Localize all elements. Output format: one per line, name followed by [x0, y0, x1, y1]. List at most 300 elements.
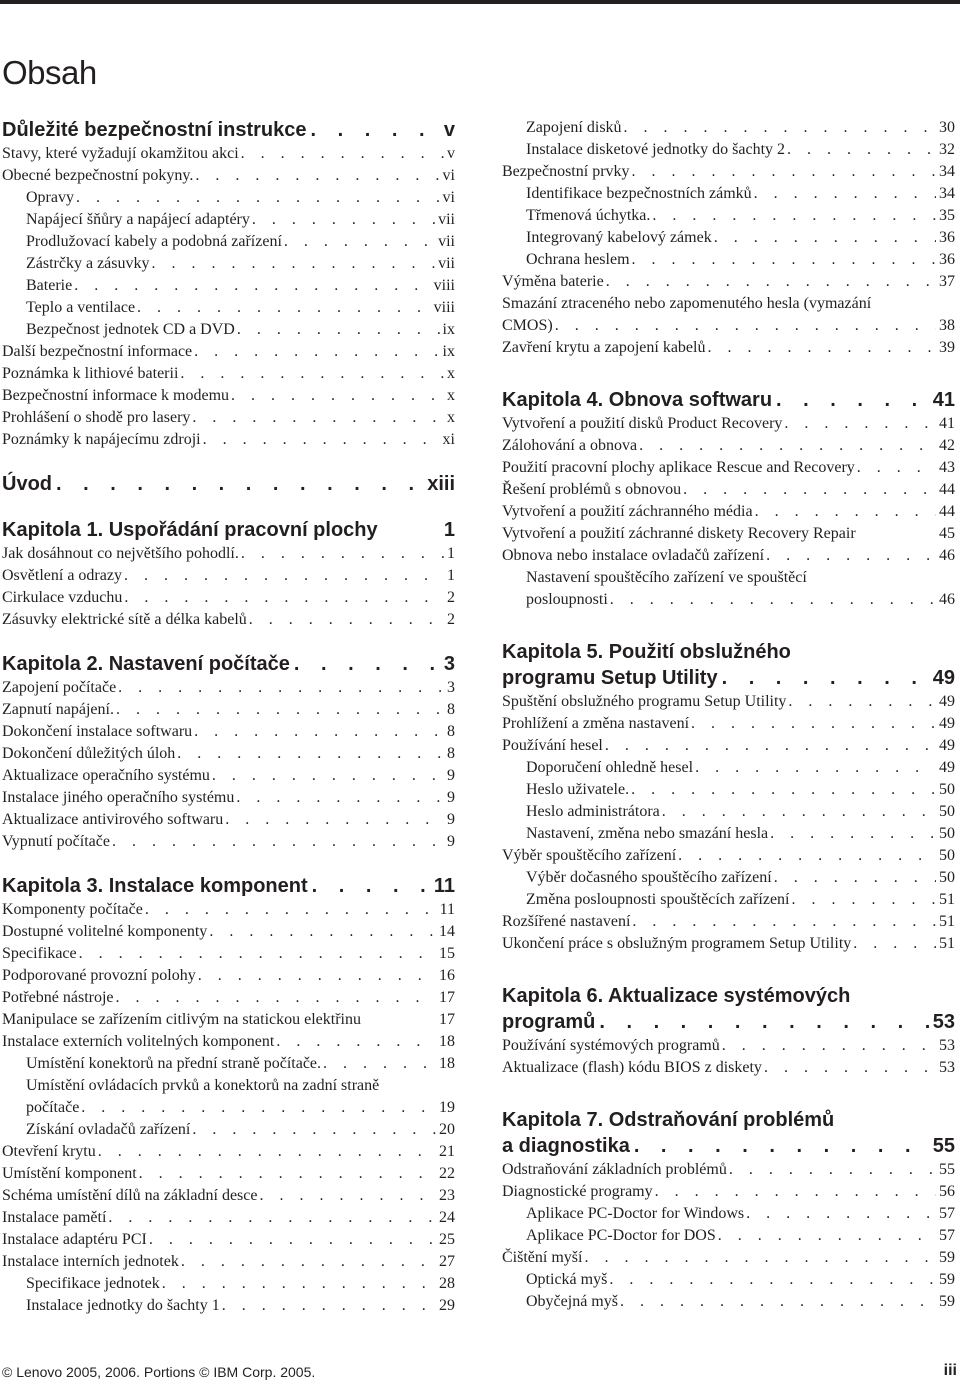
- toc-entry[interactable]: [2, 275, 455, 297]
- leader-dots: [857, 457, 936, 479]
- toc-entry[interactable]: [2, 1053, 455, 1075]
- entry-page: 21: [439, 1143, 455, 1160]
- toc-entry[interactable]: [2, 587, 455, 609]
- entry-page: 49: [939, 715, 955, 732]
- entry-page: 18: [439, 1033, 455, 1050]
- entry-text: Komponenty počítače: [2, 901, 143, 918]
- spacer: [2, 853, 455, 873]
- leader-dots: [222, 1295, 436, 1317]
- leader-dots: [631, 779, 936, 801]
- toc-entry[interactable]: [502, 183, 955, 205]
- toc-chapter-4[interactable]: [502, 387, 955, 413]
- entry-page: 8: [447, 745, 455, 762]
- entry-text: Čištění myší: [502, 1249, 583, 1266]
- entry-text: Podporované provozní polohy: [2, 967, 196, 984]
- entry-text: Dokončení důležitých úloh: [2, 745, 176, 762]
- leader-dots: [116, 987, 436, 1009]
- toc-entry-line1[interactable]: Nastavení spouštěcího zařízení ve spouštěcí: [526, 569, 807, 586]
- chapter-title: Kapitola 1. Uspořádání pracovní plochy: [2, 519, 378, 541]
- page-number: iii: [943, 1362, 957, 1379]
- chapter-page: 53: [932, 1011, 955, 1033]
- toc-entry[interactable]: [502, 1269, 955, 1291]
- toc-entry[interactable]: [2, 407, 455, 429]
- toc-entry[interactable]: [502, 337, 955, 359]
- spacer: [502, 955, 955, 983]
- entry-text: Odstraňování základních problémů: [502, 1161, 727, 1178]
- toc-entry[interactable]: [2, 1097, 455, 1119]
- leader-dots: [192, 407, 444, 429]
- toc-entry[interactable]: [2, 1141, 455, 1163]
- entry-text: Dokončení instalace softwaru: [2, 723, 193, 740]
- entry-text: Heslo uživatele.: [526, 781, 630, 798]
- leader-dots: [203, 429, 440, 451]
- toc-entry[interactable]: [502, 757, 955, 779]
- toc-entry[interactable]: [2, 385, 455, 407]
- chapter-title: a diagnostika: [502, 1135, 630, 1157]
- chapter-title: Úvod: [2, 473, 52, 495]
- entry-text: Prohlížení a změna nastavení: [502, 715, 690, 732]
- toc-entry[interactable]: [2, 1207, 455, 1229]
- toc-chapter-6-line1[interactable]: Kapitola 6. Aktualizace systémových: [502, 985, 851, 1007]
- leader-dots: [81, 1097, 436, 1119]
- entry-text: Vytvoření a použití záchranné diskety Recovery Repair: [502, 525, 856, 542]
- toc-entry[interactable]: [2, 987, 455, 1009]
- leader-dots: [225, 809, 444, 831]
- entry-page: vii: [438, 255, 455, 272]
- leader-dots: [194, 721, 444, 743]
- entry-page: 46: [939, 547, 955, 564]
- leader-dots: [766, 545, 936, 567]
- toc-entry[interactable]: [502, 501, 955, 523]
- entry-page: 49: [939, 759, 955, 776]
- leader-dots: [755, 501, 936, 523]
- entry-page: 9: [447, 811, 455, 828]
- leader-dots: [137, 297, 431, 319]
- toc-chapter-1[interactable]: [2, 517, 455, 543]
- entry-text: Instalace adaptéru PCI: [2, 1231, 147, 1248]
- entry-text: Používání systémových programů: [502, 1037, 720, 1054]
- toc-entry-line1[interactable]: Umístění ovládacích prvků a konektorů na zadní straně: [26, 1077, 380, 1094]
- entry-page: 59: [939, 1271, 955, 1288]
- entry-text: Vypnutí počítače: [2, 833, 110, 850]
- leader-dots: [249, 609, 444, 631]
- toc-entry[interactable]: [502, 1225, 955, 1247]
- entry-page: 15: [439, 945, 455, 962]
- entry-page: 35: [939, 207, 955, 224]
- toc-entry[interactable]: [502, 691, 955, 713]
- leader-dots: [599, 1009, 928, 1035]
- entry-text: Opravy: [26, 189, 74, 206]
- toc-entry[interactable]: [2, 831, 455, 853]
- leader-dots: [312, 873, 430, 899]
- chapter-title: programu Setup Utility: [502, 667, 718, 689]
- toc-entry[interactable]: [2, 187, 455, 209]
- leader-dots: [776, 387, 929, 413]
- entry-page: 3: [447, 679, 455, 696]
- leader-dots: [241, 543, 444, 565]
- entry-page: 49: [939, 737, 955, 754]
- entry-page: 27: [439, 1253, 455, 1270]
- entry-page: 8: [447, 701, 455, 718]
- entry-page: 34: [939, 185, 955, 202]
- leader-dots: [149, 1229, 436, 1251]
- toc-entry[interactable]: [502, 435, 955, 457]
- spacer: [502, 1079, 955, 1107]
- toc-entry[interactable]: [502, 315, 955, 337]
- entry-text: Instalace jednotky do šachty 1: [26, 1297, 220, 1314]
- toc-chapter-6[interactable]: [502, 1009, 955, 1035]
- toc-entry-line1[interactable]: Smazání ztraceného nebo zapomenutého hesla (vymazání: [502, 295, 872, 312]
- leader-dots: [624, 117, 936, 139]
- leader-dots: [764, 1057, 936, 1079]
- entry-text: Poznámky k napájecímu zdroji: [2, 431, 201, 448]
- entry-text: Prohlášení o shodě pro lasery: [2, 409, 191, 426]
- entry-page: 1: [447, 545, 455, 562]
- entry-page: 14: [439, 923, 455, 940]
- entry-text: Další bezpečnostní informace: [2, 343, 193, 360]
- entry-text: Výběr spouštěcího zařízení: [502, 847, 677, 864]
- toc-entry[interactable]: [502, 413, 955, 435]
- toc-entry[interactable]: [2, 429, 455, 451]
- entry-text: Instalace pamětí: [2, 1209, 107, 1226]
- chapter-page: v: [443, 119, 455, 141]
- entry-text: Schéma umístění dílů na základní desce: [2, 1187, 258, 1204]
- toc-entry[interactable]: [2, 809, 455, 831]
- toc-entry[interactable]: [2, 1273, 455, 1295]
- toc-entry[interactable]: [2, 1251, 455, 1273]
- toc-entry[interactable]: [2, 143, 455, 165]
- entry-page: 57: [939, 1205, 955, 1222]
- toc-chapter-2[interactable]: [2, 651, 455, 677]
- toc-entry[interactable]: [502, 867, 955, 889]
- entry-page: 29: [439, 1297, 455, 1314]
- toc-entry[interactable]: [502, 161, 955, 183]
- entry-text: Identifikace bezpečnostních zámků: [526, 185, 752, 202]
- toc-entry[interactable]: [502, 1181, 955, 1203]
- leader-dots: [198, 965, 436, 987]
- toc-entry[interactable]: [502, 845, 955, 867]
- entry-page: 45: [939, 525, 955, 542]
- toc-entry[interactable]: [2, 899, 455, 921]
- toc-entry[interactable]: [2, 543, 455, 565]
- entry-page: 50: [939, 869, 955, 886]
- entry-page: 17: [439, 989, 455, 1006]
- leader-dots: [655, 1181, 936, 1203]
- entry-page: 50: [939, 847, 955, 864]
- toc-entry[interactable]: [2, 1229, 455, 1251]
- chapter-page: 11: [433, 875, 455, 897]
- entry-text: Aplikace PC-Doctor for DOS: [526, 1227, 716, 1244]
- leader-dots: [294, 651, 440, 677]
- entry-text: Heslo administrátora: [526, 803, 660, 820]
- entry-text: Bezpečnostní informace k modemu: [2, 387, 230, 404]
- toc-entry[interactable]: [502, 1035, 955, 1057]
- leader-dots: [276, 1031, 436, 1053]
- toc-entry[interactable]: [502, 523, 955, 545]
- toc-entry[interactable]: [2, 609, 455, 631]
- entry-page: viii: [433, 277, 455, 294]
- entry-text: Změna posloupnosti spouštěcích zařízení: [526, 891, 790, 908]
- chapter-title: Kapitola 4. Obnova softwaru: [502, 389, 773, 411]
- entry-text: posloupnosti: [526, 591, 608, 608]
- entry-page: 37: [939, 273, 955, 290]
- entry-page: 9: [447, 833, 455, 850]
- entry-text: Aktualizace operačního systému: [2, 767, 210, 784]
- toc-entry[interactable]: [502, 1291, 955, 1313]
- entry-page: 2: [447, 611, 455, 628]
- toc-entry[interactable]: [502, 457, 955, 479]
- leader-dots: [652, 205, 936, 227]
- entry-text: Integrovaný kabelový zámek: [526, 229, 712, 246]
- leader-dots: [195, 165, 439, 187]
- toc-entry[interactable]: [2, 1163, 455, 1185]
- entry-page: 25: [439, 1231, 455, 1248]
- toc-chapter-3[interactable]: [2, 873, 455, 899]
- entry-page: 30: [939, 119, 955, 136]
- toc-entry[interactable]: [2, 765, 455, 787]
- entry-text: Zálohování a obnova: [502, 437, 638, 454]
- toc-entry[interactable]: [502, 1247, 955, 1269]
- entry-page: 41: [939, 415, 955, 432]
- entry-text: Potřebné nástroje: [2, 989, 114, 1006]
- toc-entry[interactable]: [502, 713, 955, 735]
- toc-entry[interactable]: [502, 589, 955, 611]
- leader-dots: [118, 677, 444, 699]
- leader-dots: [662, 801, 936, 823]
- entry-text: Osvětlení a odrazy: [2, 567, 122, 584]
- leader-dots: [162, 1273, 436, 1295]
- chapter-page: xiii: [427, 473, 455, 495]
- entry-text: Použití pracovní plochy aplikace Rescue and Recovery: [502, 459, 855, 476]
- entry-page: 42: [939, 437, 955, 454]
- leader-dots: [634, 1133, 929, 1159]
- toc-chapter-7-line1[interactable]: Kapitola 7. Odstraňování problémů: [502, 1109, 835, 1131]
- toc-entry[interactable]: [2, 699, 455, 721]
- toc-entry[interactable]: [502, 1057, 955, 1079]
- chapter-title: Důležité bezpečnostní instrukce: [2, 119, 307, 141]
- entry-text: Zavření krytu a zapojení kabelů: [502, 339, 706, 356]
- leader-dots: [722, 665, 929, 691]
- entry-text: Napájecí šňůry a napájecí adaptéry: [26, 211, 250, 228]
- toc-entry[interactable]: [2, 565, 455, 587]
- toc-entry[interactable]: [502, 779, 955, 801]
- entry-text: Aplikace PC-Doctor for Windows: [526, 1205, 745, 1222]
- leader-dots: [116, 699, 444, 721]
- chapter-page: 49: [932, 667, 955, 689]
- leader-dots: [74, 275, 430, 297]
- leader-dots: [79, 943, 436, 965]
- entry-text: Obyčejná myš: [526, 1293, 618, 1310]
- leader-dots: [252, 209, 435, 231]
- entry-page: 36: [939, 229, 955, 246]
- leader-dots: [788, 691, 936, 713]
- entry-page: 38: [939, 317, 955, 334]
- toc-entry[interactable]: [502, 801, 955, 823]
- leader-dots: [729, 1159, 936, 1181]
- entry-page: 16: [439, 967, 455, 984]
- copyright-text: © Lenovo 2005, 2006. Portions © IBM Corp. 2005.: [2, 1364, 316, 1380]
- entry-page: 46: [939, 591, 955, 608]
- leader-dots: [632, 249, 936, 271]
- leader-dots: [241, 143, 444, 165]
- entry-page: vi: [442, 189, 455, 206]
- entry-text: Vytvoření a použití záchranného média: [502, 503, 753, 520]
- toc-entry[interactable]: [502, 545, 955, 567]
- entry-page: 28: [439, 1275, 455, 1292]
- entry-page: 20: [439, 1121, 455, 1138]
- toc-entry[interactable]: [502, 911, 955, 933]
- entry-page: 55: [939, 1161, 955, 1178]
- entry-text: Spuštění obslužného programu Setup Utility: [502, 693, 787, 710]
- toc-entry[interactable]: [2, 165, 455, 187]
- toc-right-column: [502, 117, 955, 1313]
- leader-dots: [124, 587, 444, 609]
- entry-text: Bezpečnostní prvky: [502, 163, 630, 180]
- toc-entry[interactable]: [2, 231, 455, 253]
- entry-text: Zapnutí napájení.: [2, 701, 114, 718]
- toc-chapter-safety[interactable]: [2, 117, 455, 143]
- leader-dots: [236, 787, 444, 809]
- toc-entry[interactable]: [2, 743, 455, 765]
- entry-text: Jak dosáhnout co největšího pohodlí.: [2, 545, 239, 562]
- toc-entry[interactable]: [2, 341, 455, 363]
- leader-dots: [695, 757, 936, 779]
- toc-entry[interactable]: [2, 787, 455, 809]
- toc-entry[interactable]: [2, 1009, 455, 1031]
- toc-entry[interactable]: [2, 297, 455, 319]
- spacer: [502, 359, 955, 387]
- leader-dots: [770, 823, 936, 845]
- leader-dots: [139, 1163, 436, 1185]
- toc-entry[interactable]: [2, 1031, 455, 1053]
- entry-page: xi: [442, 431, 455, 448]
- entry-page: 51: [939, 935, 955, 952]
- entry-text: počítače: [26, 1099, 80, 1116]
- leader-dots: [180, 363, 444, 385]
- entry-text: Stavy, které vyžadují okamžitou akci: [2, 145, 239, 162]
- entry-page: 24: [439, 1209, 455, 1226]
- entry-page: 9: [447, 767, 455, 784]
- leader-dots: [853, 933, 936, 955]
- spacer: [2, 451, 455, 471]
- entry-page: vi: [442, 167, 455, 184]
- leader-dots: [754, 183, 936, 205]
- leader-dots: [787, 139, 936, 161]
- entry-page: 32: [939, 141, 955, 158]
- entry-text: Zástrčky a zásuvky: [26, 255, 150, 272]
- entry-text: Řešení problémů s obnovou: [502, 481, 682, 498]
- entry-page: 19: [439, 1099, 455, 1116]
- leader-dots: [784, 413, 936, 435]
- toc-entry[interactable]: [502, 479, 955, 501]
- leader-dots: [112, 831, 444, 853]
- entry-page: 50: [939, 803, 955, 820]
- leader-dots: [605, 735, 936, 757]
- entry-page: 51: [939, 913, 955, 930]
- toc-entry[interactable]: [502, 139, 955, 161]
- entry-text: Výběr dočasného spouštěcího zařízení: [526, 869, 772, 886]
- toc-entry[interactable]: [2, 1295, 455, 1317]
- toc-entry[interactable]: [502, 1203, 955, 1225]
- entry-page: 17: [439, 1011, 455, 1028]
- leader-dots: [678, 845, 936, 867]
- chapter-title: Kapitola 3. Instalace komponent: [2, 875, 308, 897]
- toc-entry[interactable]: [502, 1159, 955, 1181]
- entry-text: Obnova nebo instalace ovladačů zařízení: [502, 547, 765, 564]
- toc-entry[interactable]: [502, 249, 955, 271]
- toc-chapter-intro[interactable]: [2, 471, 455, 497]
- leader-dots: [683, 479, 936, 501]
- entry-text: Třmenová úchytka.: [526, 207, 651, 224]
- entry-text: Bezpečnost jednotek CD a DVD: [26, 321, 235, 338]
- entry-page: 44: [939, 481, 955, 498]
- toc-entry[interactable]: [502, 823, 955, 845]
- entry-text: Aktualizace antivirového softwaru: [2, 811, 224, 828]
- leader-dots: [192, 1119, 436, 1141]
- entry-text: Specifikace: [2, 945, 77, 962]
- entry-text: Baterie: [26, 277, 73, 294]
- leader-dots: [311, 117, 440, 143]
- entry-text: Otevření krytu: [2, 1143, 96, 1160]
- entry-text: Ukončení práce s obslužným programem Setup Utility: [502, 935, 852, 952]
- leader-dots: [746, 1203, 936, 1225]
- toc-entry[interactable]: [2, 1185, 455, 1207]
- toc-entry[interactable]: [502, 117, 955, 139]
- toc-entry[interactable]: [2, 319, 455, 341]
- entry-page: 57: [939, 1227, 955, 1244]
- toc-entry[interactable]: [2, 677, 455, 699]
- leader-dots: [584, 1247, 936, 1269]
- toc-entry[interactable]: [2, 363, 455, 385]
- leader-dots: [707, 337, 936, 359]
- entry-page: x: [447, 409, 455, 426]
- entry-text: Aktualizace (flash) kódu BIOS z diskety: [502, 1059, 762, 1076]
- entry-text: Instalace disketové jednotky do šachty 2: [526, 141, 786, 158]
- toc-entry[interactable]: [502, 933, 955, 955]
- toc-entry[interactable]: [2, 943, 455, 965]
- toc-chapter-7[interactable]: [502, 1133, 955, 1159]
- entry-page: 23: [439, 1187, 455, 1204]
- entry-text: Zásuvky elektrické sítě a délka kabelů: [2, 611, 247, 628]
- entry-text: Zapojení počítače: [2, 679, 117, 696]
- toc-entry[interactable]: [502, 735, 955, 757]
- leader-dots: [722, 1035, 936, 1057]
- entry-page: x: [447, 387, 455, 404]
- toc-entry[interactable]: [502, 271, 955, 293]
- toc-entry[interactable]: [2, 253, 455, 275]
- entry-text: Specifikace jednotek: [26, 1275, 160, 1292]
- leader-dots: [609, 1269, 936, 1291]
- entry-page: 53: [939, 1037, 955, 1054]
- toc-entry[interactable]: [502, 205, 955, 227]
- toc-chapter-5[interactable]: [502, 665, 955, 691]
- entry-text: Diagnostické programy: [502, 1183, 653, 1200]
- toc-entry[interactable]: [502, 889, 955, 911]
- toc-entry[interactable]: [2, 209, 455, 231]
- toc-entry[interactable]: [2, 1119, 455, 1141]
- entry-page: 50: [939, 825, 955, 842]
- entry-page: 59: [939, 1293, 955, 1310]
- toc-entry[interactable]: [2, 721, 455, 743]
- toc-entry[interactable]: [2, 965, 455, 987]
- toc-entry[interactable]: [2, 921, 455, 943]
- entry-page: vii: [438, 211, 455, 228]
- toc-chapter-5-line1[interactable]: Kapitola 5. Použití obslužného: [502, 641, 791, 663]
- toc-entry[interactable]: [502, 227, 955, 249]
- leader-dots: [145, 899, 437, 921]
- leader-dots: [259, 1185, 436, 1207]
- entry-text: Obecné bezpečnostní pokyny.: [2, 167, 194, 184]
